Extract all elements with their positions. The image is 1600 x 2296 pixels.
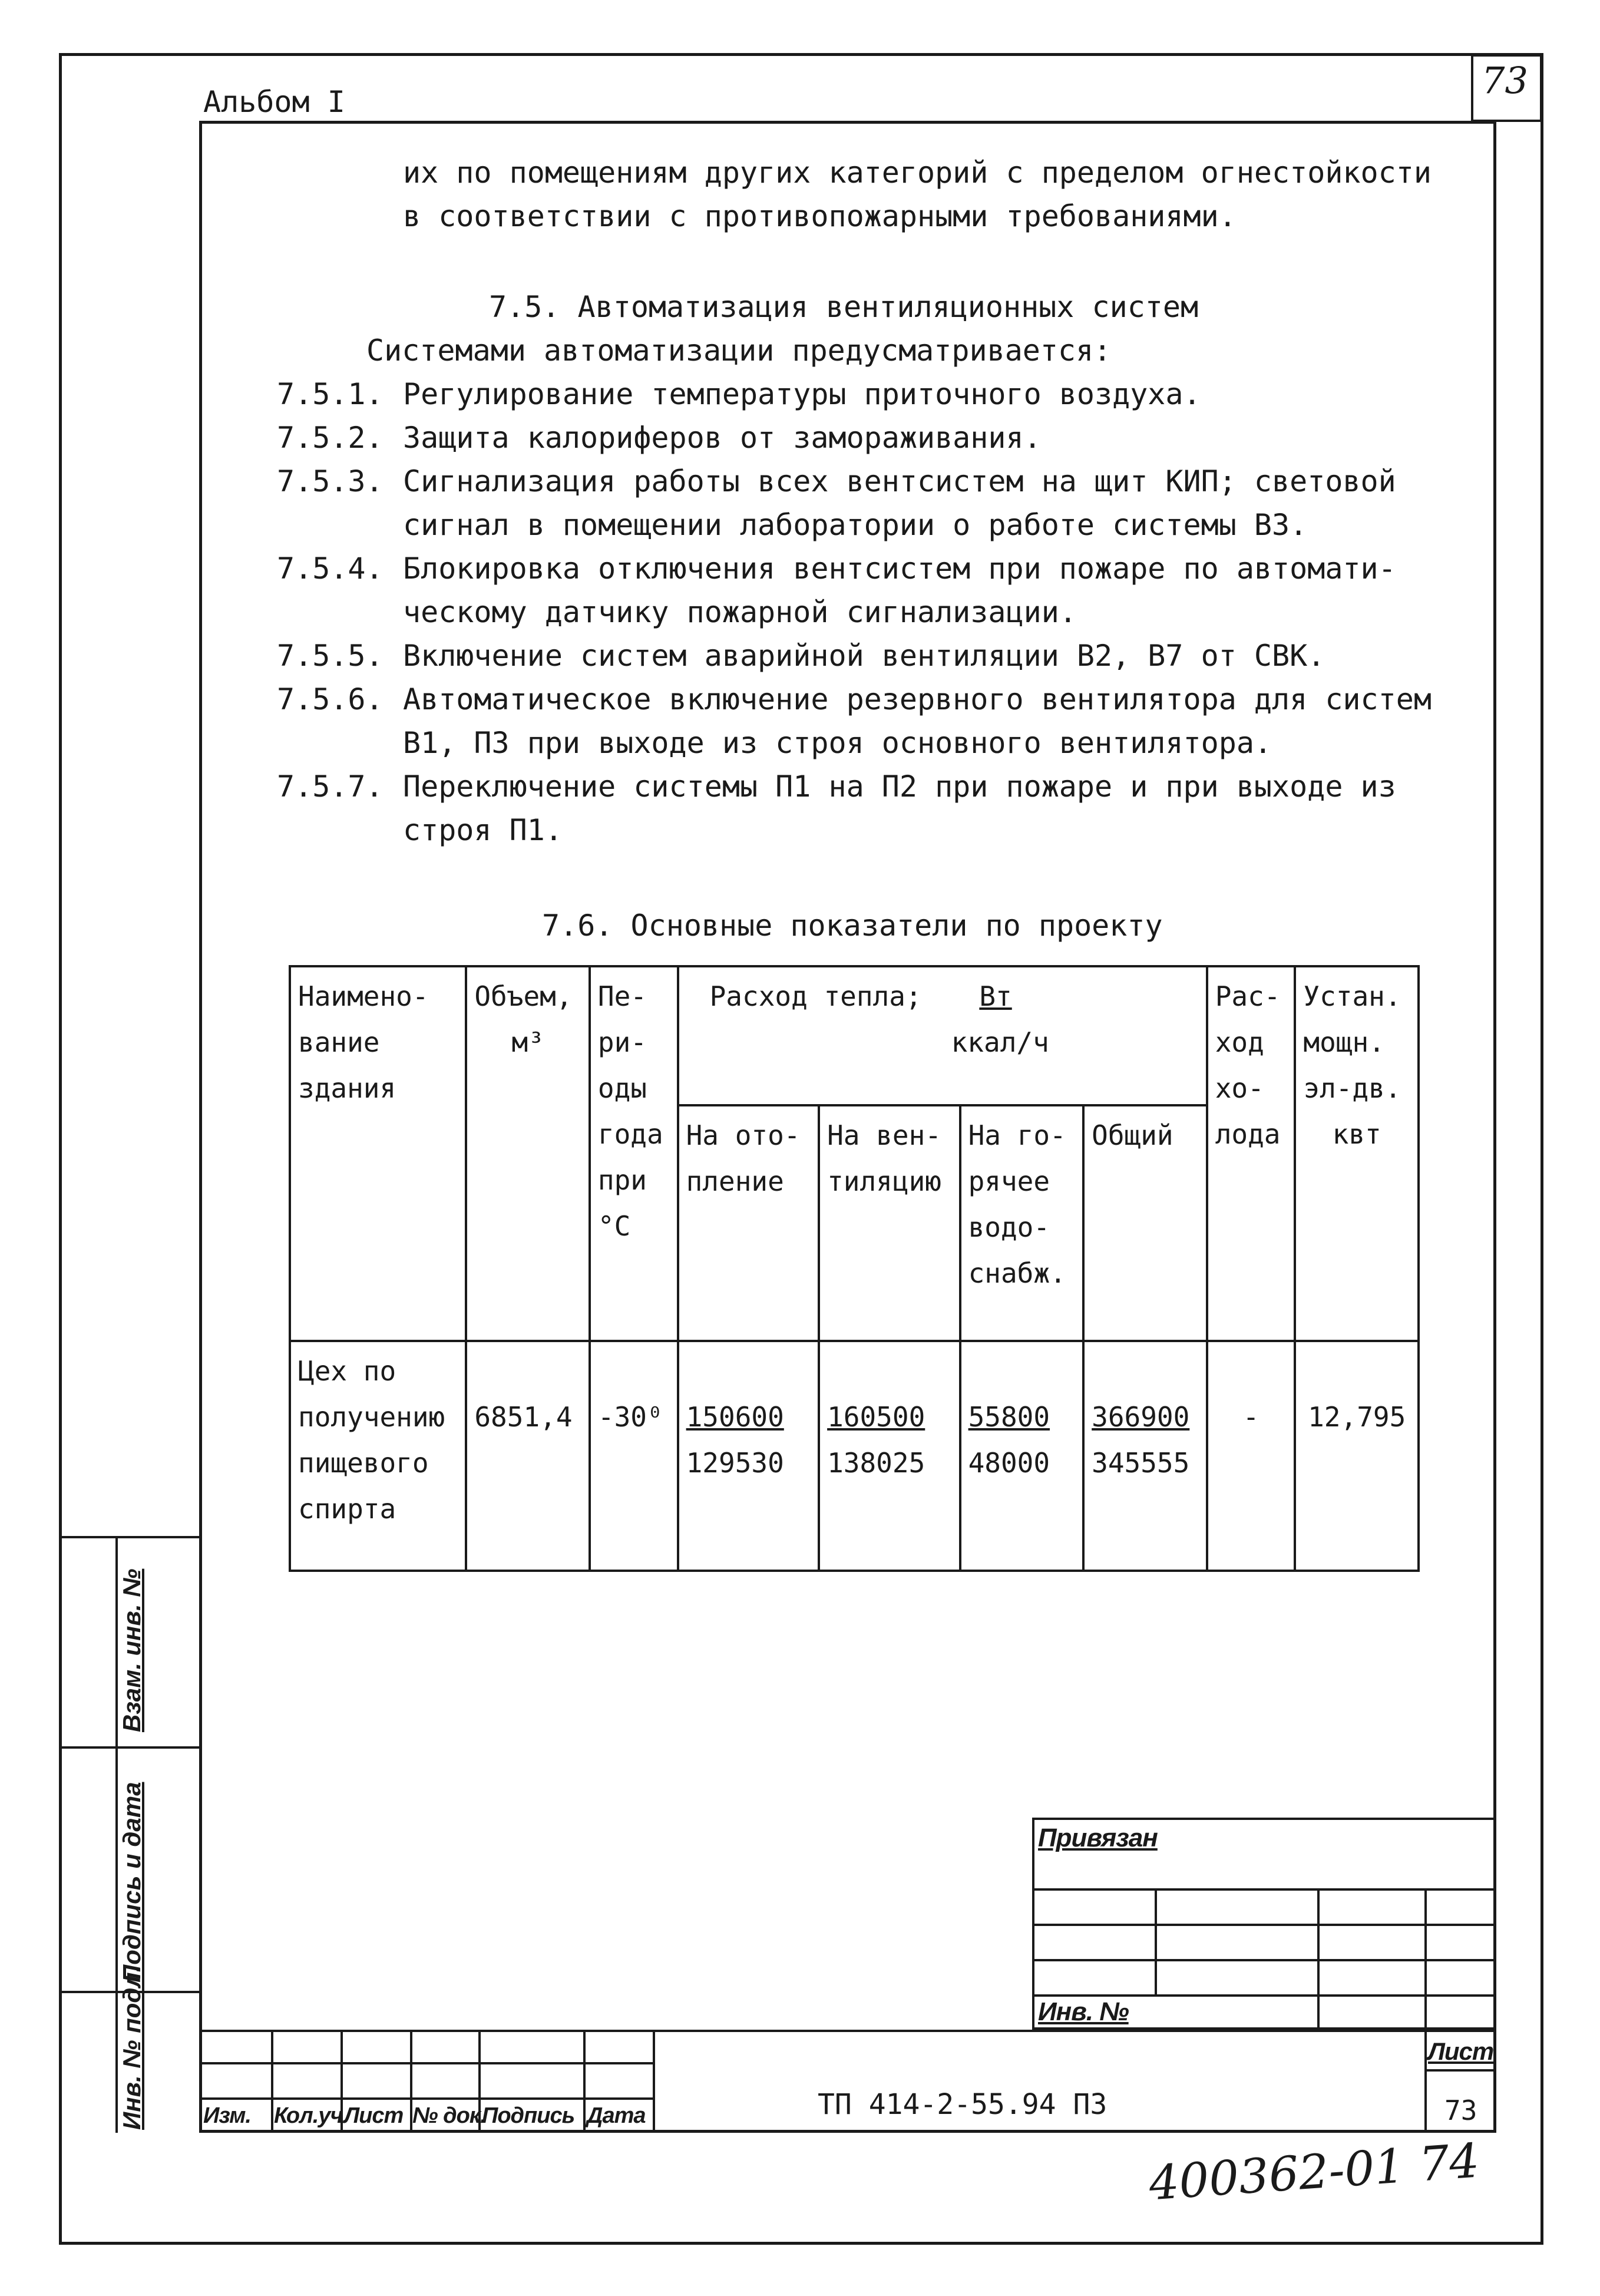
row-volume-value: 6851,4 <box>474 1401 573 1433</box>
intro-line-1-text: их по помещениям других категорий с пределом огнестойкости <box>403 156 1432 190</box>
col-izm: Изм. <box>203 2103 251 2128</box>
header-line: квт <box>1332 1118 1381 1150</box>
item-text: Включение систем аварийной вентиляции В2, В7 от СВК. <box>403 639 1325 673</box>
item-text: Регулирование температуры приточного воздуха. <box>403 377 1201 411</box>
intro-line-1 <box>403 151 1432 194</box>
col-data: Дата <box>587 2103 646 2128</box>
item-number: 7.5.5. <box>277 639 384 673</box>
section-7-6-title: 7.6. Основные показатели по проекту <box>542 909 1163 943</box>
indicators-table <box>289 965 1420 1572</box>
col-kol-uch: Кол.уч <box>274 2103 343 2128</box>
row-heating-w: 150600 <box>686 1401 784 1433</box>
item-number: 7.5.7. <box>277 769 384 804</box>
item-number: 7.5.4. <box>277 551 384 586</box>
row-line: Цех по <box>298 1355 396 1387</box>
header-line: хо- <box>1215 1072 1264 1104</box>
item-number: 7.5.2. <box>277 421 384 455</box>
sheet-number: 73 <box>1444 2095 1477 2126</box>
header-line: оды <box>597 1072 647 1104</box>
side-label-podpis: Подпись и дата <box>118 1782 146 1983</box>
header-line: Рас- <box>1215 980 1281 1012</box>
header-line: рячее <box>968 1165 1050 1197</box>
album-label: Альбом I <box>203 85 345 119</box>
header-line: Объем, <box>474 980 573 1012</box>
header-volume <box>466 966 590 1341</box>
item-text: В1, П3 при выходе из строя основного вентилятора. <box>403 726 1272 760</box>
header-line: м³ <box>511 1026 544 1058</box>
col-podpis: Подпись <box>482 2103 575 2128</box>
row-period <box>590 1341 678 1571</box>
header-line: года <box>597 1118 663 1150</box>
header-line: мощн. <box>1303 1026 1385 1058</box>
col-doc-no: № док. <box>412 2103 486 2128</box>
row-line: спирта <box>298 1493 396 1525</box>
handwritten-code: 400362-01 74 <box>1147 2133 1482 2211</box>
heat-label: Расход тепла; <box>709 980 922 1012</box>
item-text: Переключение системы П1 на П2 при пожаре и при выходе из <box>403 769 1396 804</box>
item-text: сигнал в помещении лаборатории о работе системы В3. <box>403 508 1308 542</box>
item-text: Сигнализация работы всех вентсистем на щит КИП; световой <box>403 464 1396 498</box>
header-power <box>1295 966 1419 1341</box>
row-ventilation-kcal: 138025 <box>827 1447 925 1479</box>
header-line: водо- <box>968 1211 1050 1243</box>
intro-line-2: в соответствии с противопожарными требованиями. <box>403 199 1237 233</box>
header-line: Наимено- <box>298 980 429 1012</box>
header-period <box>590 966 678 1341</box>
row-hot-water-kcal: 48000 <box>968 1447 1050 1479</box>
header-line: при <box>597 1164 647 1196</box>
header-line: На го- <box>968 1119 1066 1151</box>
header-line: ри- <box>597 1026 647 1058</box>
side-label-vzam: Взам. инв. № <box>118 1568 146 1732</box>
section-7-5-lead: Системами автоматизации предусматривается: <box>366 333 1112 368</box>
row-name <box>290 1341 466 1571</box>
row-power-value: 12,795 <box>1308 1401 1406 1433</box>
header-line: Общий <box>1092 1119 1173 1151</box>
row-cold-value: - <box>1242 1401 1259 1433</box>
row-hot-water <box>960 1341 1084 1571</box>
binding-label: Привязан <box>1038 1823 1158 1852</box>
item-text: Блокировка отключения вентсистем при пожаре по автомати- <box>403 551 1396 586</box>
row-ventilation <box>819 1341 960 1571</box>
header-line: На ото- <box>686 1119 801 1151</box>
item-text: ческому датчику пожарной сигнализации. <box>403 595 1077 629</box>
row-total-w: 366900 <box>1092 1401 1190 1433</box>
row-heating-kcal: 129530 <box>686 1447 784 1479</box>
header-line: Пе- <box>597 980 647 1012</box>
row-total <box>1083 1341 1207 1571</box>
header-line: тиляцию <box>827 1165 941 1197</box>
header-line: снабж. <box>968 1257 1066 1289</box>
item-number: 7.5.1. <box>277 377 384 411</box>
header-line: пление <box>686 1165 784 1197</box>
row-line: получению <box>298 1401 445 1433</box>
row-power <box>1295 1341 1419 1571</box>
header-line: °С <box>597 1210 631 1242</box>
row-volume <box>466 1341 590 1571</box>
row-cold <box>1207 1341 1295 1571</box>
heat-unit-top: Вт <box>979 980 1012 1012</box>
document-code: ТП 414-2-55.94 П3 <box>818 2088 1108 2121</box>
item-number: 7.5.6. <box>277 682 384 716</box>
header-line: здания <box>298 1072 396 1104</box>
row-total-kcal: 345555 <box>1092 1447 1190 1479</box>
row-heating <box>678 1341 819 1571</box>
row-line: пищевого <box>298 1447 429 1479</box>
item-text: строя П1. <box>403 813 563 847</box>
header-ventilation <box>819 1105 960 1341</box>
header-heat <box>678 966 1207 1105</box>
inv-number-label: Инв. № <box>1038 1997 1129 2026</box>
header-total <box>1083 1105 1207 1341</box>
item-number: 7.5.3. <box>277 464 384 498</box>
item-text: Защита калориферов от замораживания. <box>403 421 1042 455</box>
header-line: эл-дв. <box>1303 1072 1401 1104</box>
header-name <box>290 966 466 1341</box>
item-text: Автоматическое включение резервного вентилятора для систем <box>403 682 1432 716</box>
row-hot-water-w: 55800 <box>968 1401 1050 1433</box>
header-line: вание <box>298 1026 380 1058</box>
header-line: ход <box>1215 1026 1264 1058</box>
header-cold <box>1207 966 1295 1341</box>
header-line: На вен- <box>827 1119 941 1151</box>
side-label-inv-podl: Инв. № подл. <box>118 1965 146 2130</box>
header-line: Устан. <box>1303 980 1401 1012</box>
col-list: Лист <box>344 2103 404 2128</box>
heat-unit-bottom: ккал/ч <box>951 1026 1049 1058</box>
header-heating <box>678 1105 819 1341</box>
section-7-5-title: 7.5. Автоматизация вентиляционных систем <box>489 290 1199 324</box>
row-period-value: -30⁰ <box>597 1401 663 1433</box>
row-ventilation-w: 160500 <box>827 1401 925 1433</box>
header-hot-water <box>960 1105 1084 1341</box>
corner-page-number: 73 <box>1482 59 1528 102</box>
sheet-label: Лист <box>1428 2037 1494 2065</box>
header-line: лода <box>1215 1118 1281 1150</box>
